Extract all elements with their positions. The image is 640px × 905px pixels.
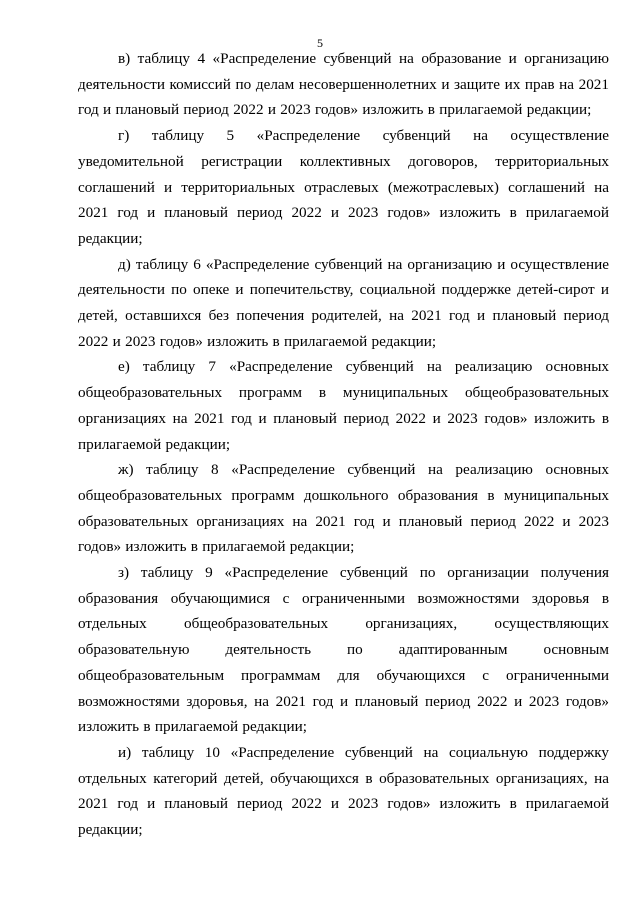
paragraph-item-d: д) таблицу 6 «Распределение субвенций на организацию и осуществление деятельности по опеке и попечительству, социальной поддержке детей-сирот и детей, оставшихся без попечения родителей, на 2021 год и плановый период 2022 и 2023 годов» изложить в прилагаемой редакции; [78, 255, 609, 350]
paragraph-item-zh: ж) таблицу 8 «Распределение субвенций на реализацию основных общеобразовательных программ дошкольного образования в муниципальных образовательных организациях на 2021 год и плановый период 2022 и 2023 годов» изложить в прилагаемой редакции; [78, 461, 609, 556]
document-body [78, 46, 609, 843]
paragraph-item-z: з) таблицу 9 «Распределение субвенций по организации получения образования обучающимися с ограниченными возможностями здоровья в отдельных общеобразовательных организациях, осуществляющих образовательную деятельность по адаптированным основным общеобразовательным программам для обучающихся с ограниченными возможностями здоровья, на 2021 год и плановый период 2022 и 2023 годов» изложить в прилагаемой редакции; [78, 564, 609, 736]
paragraph-item-v: в) таблицу 4 «Распределение субвенций на образование и организацию деятельности комиссий по делам несовершеннолетних и защите их прав на 2021 год и плановый период 2022 и 2023 годов» изложить в прилагаемой редакции; [78, 50, 609, 119]
paragraph-item-i: и) таблицу 10 «Распределение субвенций на социальную поддержку отдельных категорий детей, обучающихся в образовательных организациях, на 2021 год и плановый период 2022 и 2023 годов» изложить в прилагаемой редакции; [78, 743, 609, 839]
paragraph-item-e: е) таблицу 7 «Распределение субвенций на реализацию основных общеобразовательных программ в муниципальных общеобразовательных организациях на 2021 год и плановый период 2022 и 2023 годов» изложить в прилагаемой редакции; [78, 358, 609, 453]
page-number: 5 [317, 36, 323, 50]
paragraph-item-g: г) таблицу 5 «Распределение субвенций на осуществление уведомительной регистрации коллективных договоров, территориальных соглашений и территориальных отраслевых (межотраслевых) соглашений на 2021 год и плановый период 2022 и 2023 годов» изложить в прилагаемой редакции; [78, 127, 609, 247]
